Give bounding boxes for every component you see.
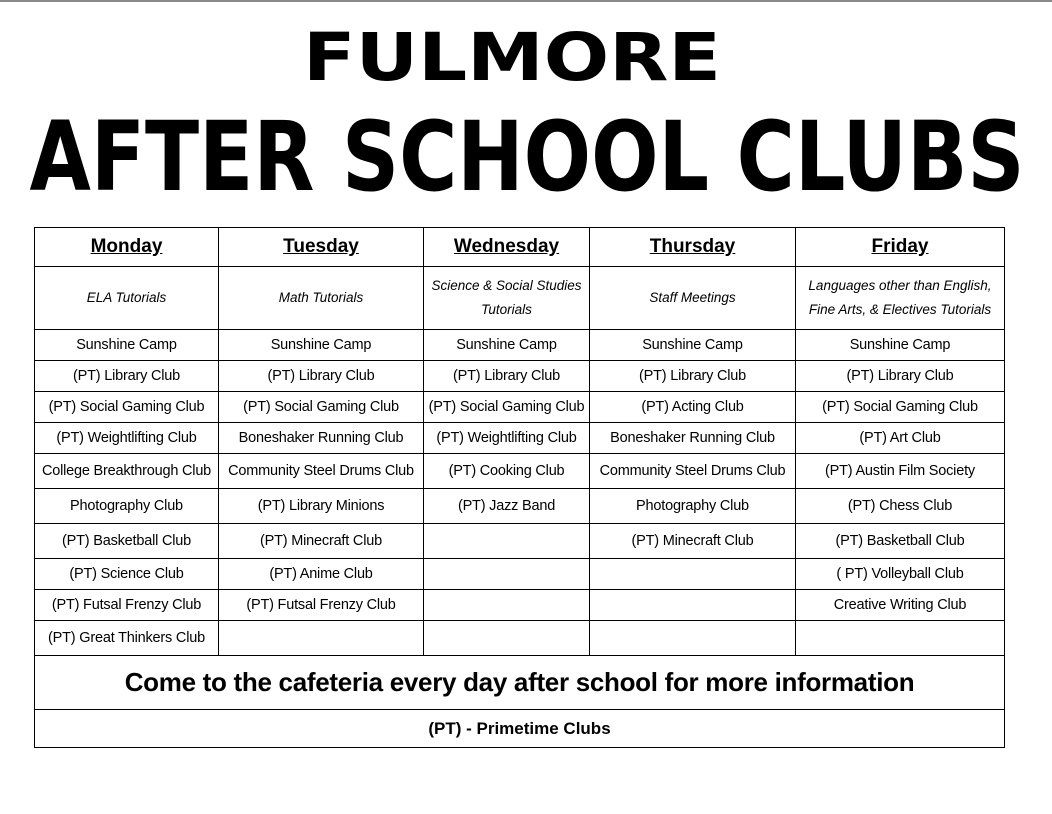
club-cell: (PT) Weightlifting Club bbox=[424, 423, 590, 454]
club-cell: (PT) Austin Film Society bbox=[796, 454, 1005, 489]
club-cell: Sunshine Camp bbox=[35, 330, 219, 361]
tutorial-cell: ELA Tutorials bbox=[35, 267, 219, 330]
club-cell: (PT) Art Club bbox=[796, 423, 1005, 454]
day-header-tuesday: Tuesday bbox=[219, 228, 424, 267]
club-cell: (PT) Minecraft Club bbox=[590, 524, 796, 559]
club-cell: (PT) Library Club bbox=[219, 361, 424, 392]
club-cell: Community Steel Drums Club bbox=[590, 454, 796, 489]
club-cell: (PT) Library Club bbox=[590, 361, 796, 392]
club-cell: Sunshine Camp bbox=[796, 330, 1005, 361]
club-cell bbox=[424, 524, 590, 559]
club-cell: (PT) Basketball Club bbox=[35, 524, 219, 559]
club-cell bbox=[590, 621, 796, 656]
club-row bbox=[35, 524, 1005, 559]
club-cell: (PT) Library Club bbox=[424, 361, 590, 392]
club-cell bbox=[590, 559, 796, 590]
tutorial-cell: Staff Meetings bbox=[590, 267, 796, 330]
club-cell: (PT) Great Thinkers Club bbox=[35, 621, 219, 656]
club-row bbox=[35, 330, 1005, 361]
club-cell: (PT) Weightlifting Club bbox=[35, 423, 219, 454]
club-row bbox=[35, 559, 1005, 590]
club-cell: (PT) Social Gaming Club bbox=[35, 392, 219, 423]
club-cell: Creative Writing Club bbox=[796, 590, 1005, 621]
club-cell: Boneshaker Running Club bbox=[590, 423, 796, 454]
legend-row bbox=[35, 710, 1005, 748]
club-row bbox=[35, 423, 1005, 454]
club-cell bbox=[219, 621, 424, 656]
club-cell: Sunshine Camp bbox=[424, 330, 590, 361]
tutorial-cell: Math Tutorials bbox=[219, 267, 424, 330]
club-cell bbox=[424, 559, 590, 590]
info-row bbox=[35, 656, 1005, 710]
club-cell: (PT) Science Club bbox=[35, 559, 219, 590]
day-header-friday: Friday bbox=[796, 228, 1005, 267]
club-cell: (PT) Library Club bbox=[35, 361, 219, 392]
club-row bbox=[35, 621, 1005, 656]
title-banner bbox=[0, 0, 1052, 225]
club-cell: (PT) Social Gaming Club bbox=[796, 392, 1005, 423]
club-cell: Boneshaker Running Club bbox=[219, 423, 424, 454]
club-cell: College Breakthrough Club bbox=[35, 454, 219, 489]
club-cell: (PT) Social Gaming Club bbox=[424, 392, 590, 423]
club-cell: (PT) Library Club bbox=[796, 361, 1005, 392]
club-cell: (PT) Futsal Frenzy Club bbox=[35, 590, 219, 621]
club-cell: (PT) Library Minions bbox=[219, 489, 424, 524]
club-cell: (PT) Cooking Club bbox=[424, 454, 590, 489]
club-cell bbox=[796, 621, 1005, 656]
day-header-thursday: Thursday bbox=[590, 228, 796, 267]
club-cell: (PT) Basketball Club bbox=[796, 524, 1005, 559]
tutorial-cell: Science & Social Studies Tutorials bbox=[424, 267, 590, 330]
club-cell: Sunshine Camp bbox=[219, 330, 424, 361]
club-cell: Photography Club bbox=[590, 489, 796, 524]
club-row bbox=[35, 361, 1005, 392]
club-row bbox=[35, 489, 1005, 524]
club-cell: (PT) Acting Club bbox=[590, 392, 796, 423]
club-cell: (PT) Futsal Frenzy Club bbox=[219, 590, 424, 621]
club-cell bbox=[424, 621, 590, 656]
club-cell: (PT) Minecraft Club bbox=[219, 524, 424, 559]
title-line-2: AFTER SCHOOL CLUBS bbox=[29, 101, 1025, 213]
club-row bbox=[35, 590, 1005, 621]
club-row bbox=[35, 392, 1005, 423]
club-cell: (PT) Anime Club bbox=[219, 559, 424, 590]
club-cell: Community Steel Drums Club bbox=[219, 454, 424, 489]
cafeteria-info-text: Come to the cafeteria every day after school for more information bbox=[35, 656, 1005, 710]
club-row bbox=[35, 454, 1005, 489]
club-cell: ( PT) Volleyball Club bbox=[796, 559, 1005, 590]
tutorials-row bbox=[35, 267, 1005, 330]
tutorial-cell: Languages other than English, Fine Arts, & Electives Tutorials bbox=[796, 267, 1005, 330]
club-cell bbox=[424, 590, 590, 621]
club-cell bbox=[590, 590, 796, 621]
club-cell: Sunshine Camp bbox=[590, 330, 796, 361]
title-line-1: FULMORE bbox=[303, 19, 721, 96]
day-header-row bbox=[35, 228, 1005, 267]
club-cell: Photography Club bbox=[35, 489, 219, 524]
club-cell: (PT) Social Gaming Club bbox=[219, 392, 424, 423]
primetime-legend: (PT) - Primetime Clubs bbox=[35, 710, 1005, 748]
club-schedule-table bbox=[34, 227, 1005, 748]
day-header-wednesday: Wednesday bbox=[424, 228, 590, 267]
day-header-monday: Monday bbox=[35, 228, 219, 267]
club-cell: (PT) Chess Club bbox=[796, 489, 1005, 524]
club-cell: (PT) Jazz Band bbox=[424, 489, 590, 524]
